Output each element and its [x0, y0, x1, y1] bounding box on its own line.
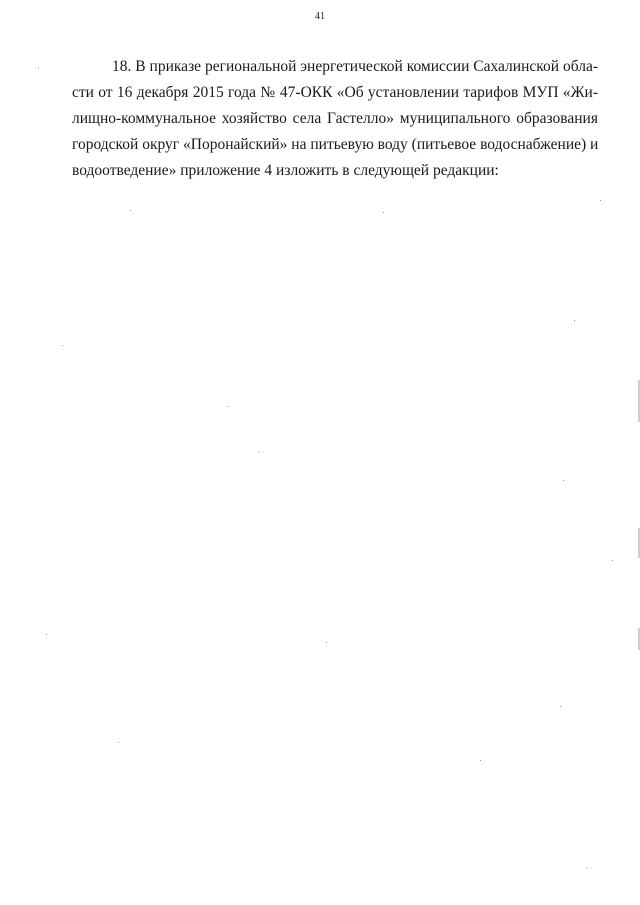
paragraph-18: [72, 54, 598, 184]
scan-speck: [62, 345, 63, 346]
paragraph-line: городской округ «Поронайский» на питьевую воду (питьевое водоснабжение) и: [72, 136, 599, 153]
scan-speck: [600, 200, 601, 201]
scan-speck: [480, 760, 481, 761]
scan-speck: [326, 642, 327, 643]
scan-speck: [563, 480, 564, 481]
scan-speck: [560, 706, 561, 707]
scan-speck: [38, 68, 39, 69]
scan-speck: [228, 406, 229, 407]
scan-speck: [46, 634, 47, 635]
page-number: 41: [315, 11, 325, 22]
scan-speck: [612, 560, 613, 561]
paragraph-line: водоотведение» приложение 4 изложить в следующей редакции:: [72, 162, 499, 179]
scan-speck: [258, 452, 259, 453]
paragraph-line: 18. В приказе региональной энергетической комиссии Сахалинской обла-: [112, 58, 598, 75]
scan-speck: [118, 742, 119, 743]
scan-speck: [586, 868, 587, 869]
scan-speck: [383, 212, 384, 213]
paragraph-line: сти от 16 декабря 2015 года № 47-ОКК «Об установлении тарифов МУП «Жи-: [72, 84, 598, 101]
paragraph-line: лищно-коммунальное хозяйство села Гастелло» муниципального образования: [72, 110, 598, 127]
scan-speck: [574, 320, 575, 321]
scan-speck: [130, 210, 131, 211]
